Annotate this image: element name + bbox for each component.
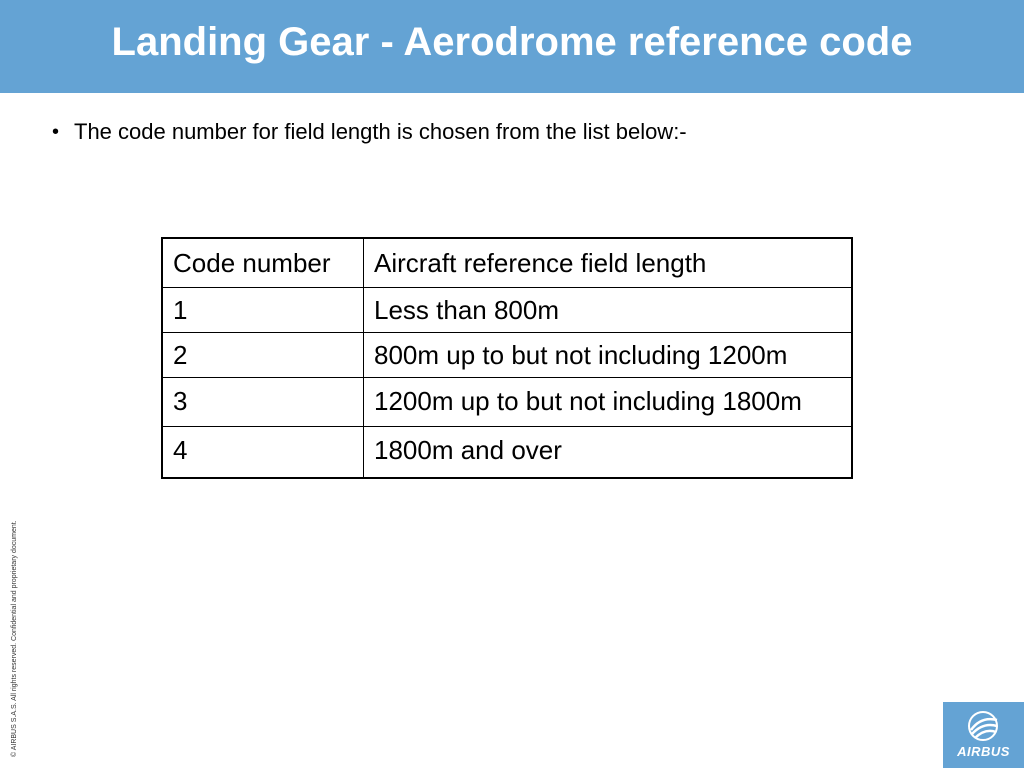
slide-title: Landing Gear - Aerodrome reference code (111, 20, 913, 64)
bullet-text: The code number for field length is chosen from the list below:- (74, 119, 687, 144)
cell-code: 4 (162, 427, 364, 479)
bullet-item (52, 118, 687, 146)
cell-code: 1 (162, 288, 364, 333)
airbus-logo-icon (963, 710, 1003, 742)
copyright-notice: © AIRBUS S.A.S. All rights reserved. Confidential and proprietary document. (11, 520, 18, 757)
reference-code-table (161, 237, 853, 479)
cell-code: 2 (162, 333, 364, 378)
table-header-row (162, 238, 852, 288)
table-row (162, 288, 852, 333)
cell-length: 800m up to but not including 1200m (364, 333, 853, 378)
header-field-length: Aircraft reference field length (364, 238, 853, 288)
table-row (162, 378, 852, 427)
title-bar (0, 0, 1024, 93)
bullet-icon: • (52, 121, 60, 143)
table-row (162, 427, 852, 479)
cell-length: Less than 800m (364, 288, 853, 333)
table-row (162, 333, 852, 378)
cell-length: 1200m up to but not including 1800m (364, 378, 853, 427)
airbus-logo (943, 702, 1024, 768)
header-code-number: Code number (162, 238, 364, 288)
cell-code: 3 (162, 378, 364, 427)
airbus-logo-text: AIRBUS (957, 744, 1010, 759)
cell-length: 1800m and over (364, 427, 853, 479)
